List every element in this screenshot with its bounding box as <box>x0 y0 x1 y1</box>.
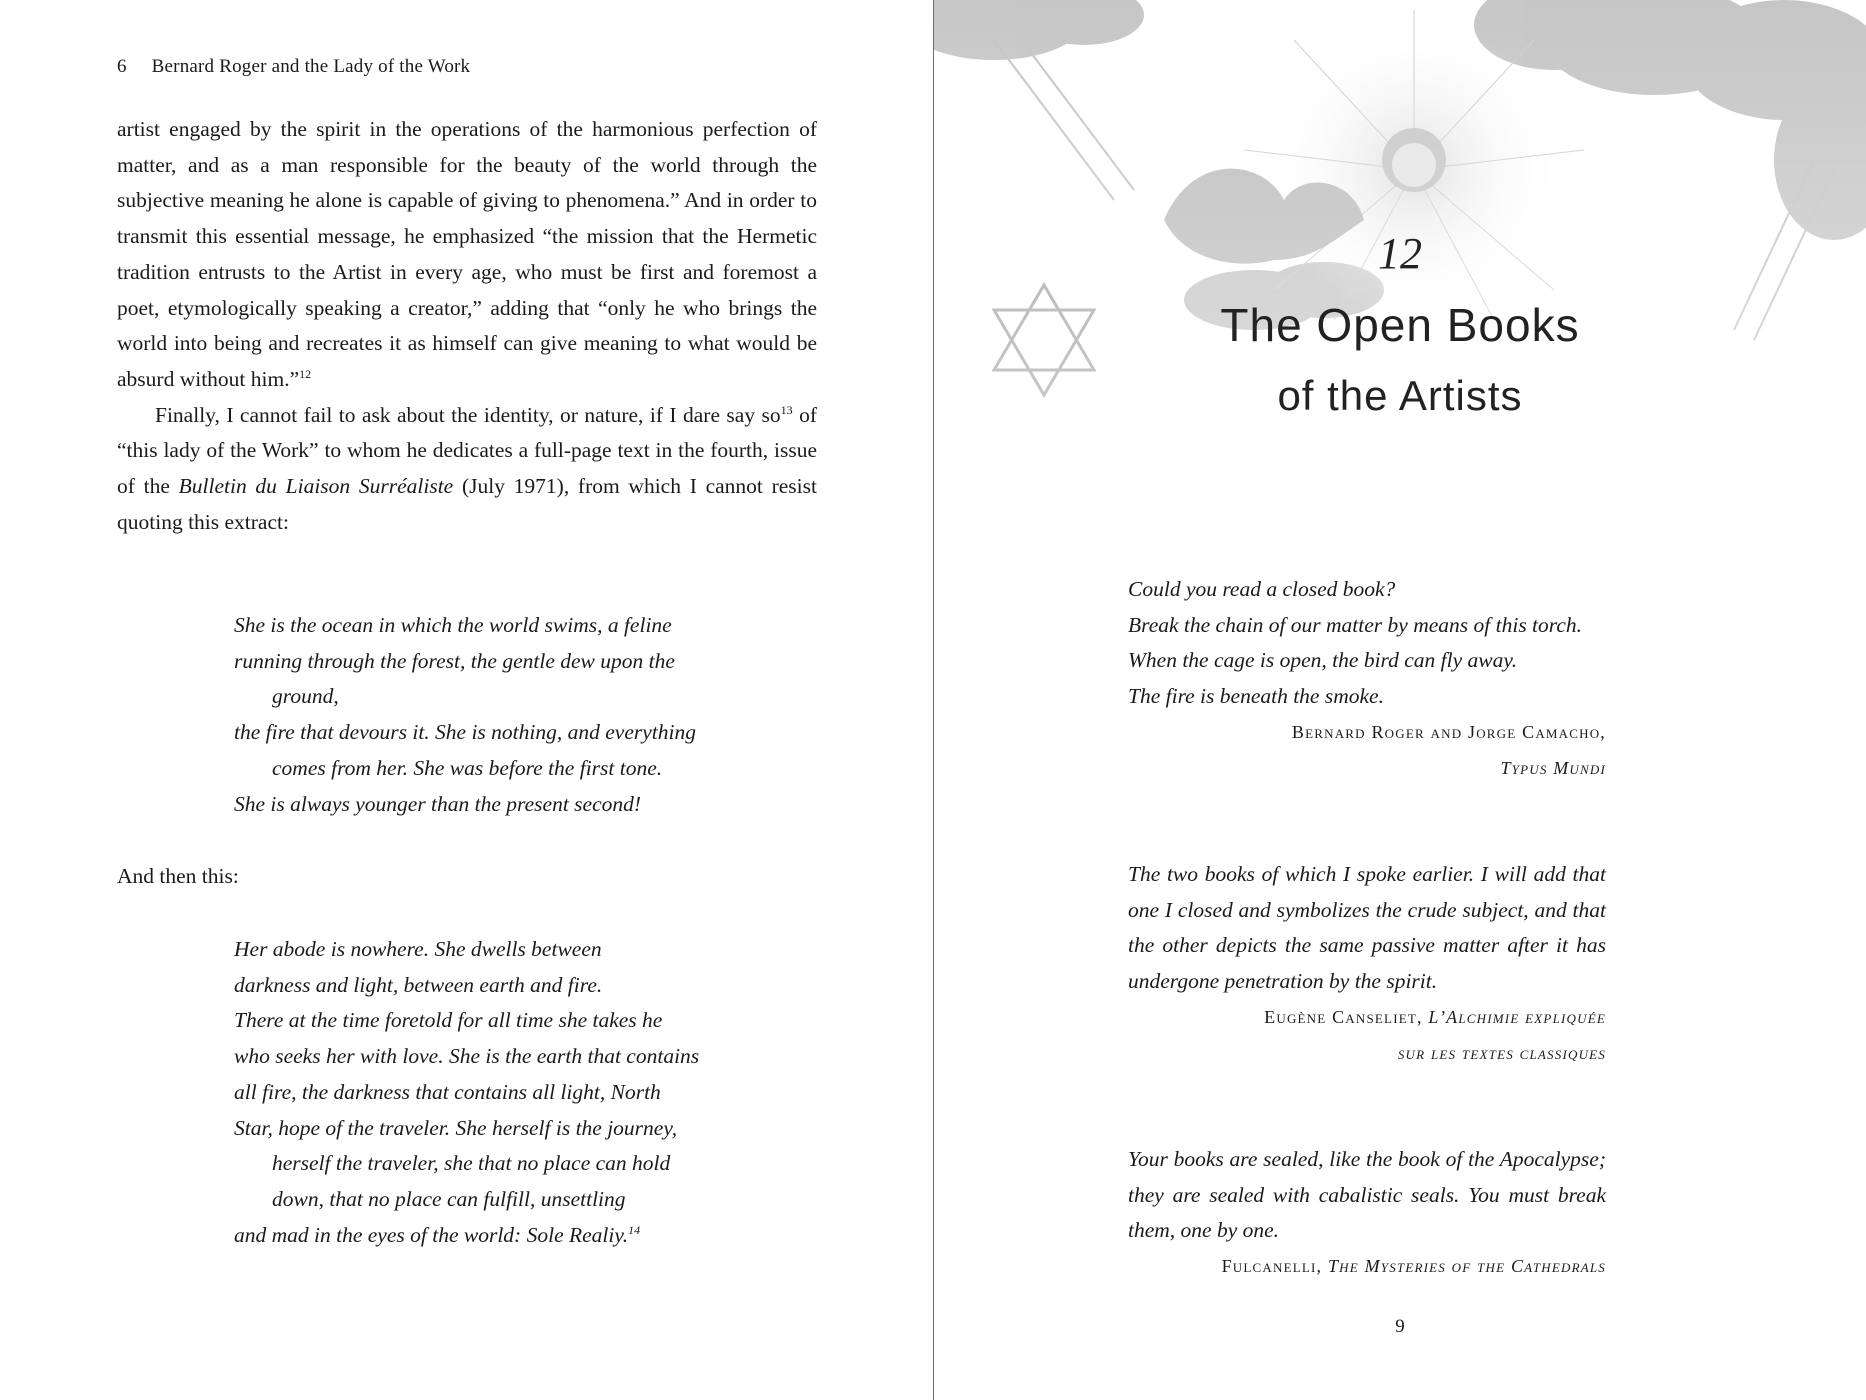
paragraph-2-text-a: Finally, I cannot fail to ask about the identity, or nature, if I dare say so <box>155 402 781 427</box>
paragraph-1-text: artist engaged by the spirit in the operations of the harmonious perfection of matter, and as a man responsible for the beauty of the world through the subjective meaning he alone is capable of giving to phenomena.” And in order to transmit this essential message, he emphasized “the mission that the Hermetic tradition entrusts to the Artist in every age, who must be first and foremost a poet, etymologically speaking a creator,” adding that “only he who brings the world into being and recreates it as himself can give meaning to what would be absurd without him.” <box>117 117 817 391</box>
attribution-3 <box>1222 1249 1606 1285</box>
chapter-title-line-2: of the Artists <box>1277 372 1523 419</box>
verse-line: running through the forest, the gentle dew upon the <box>234 648 675 673</box>
attribution-3-work: The Mysteries of the Cathedrals <box>1327 1256 1606 1276</box>
verse-line: Her abode is nowhere. She dwells between <box>234 937 602 961</box>
chapter-number: 12 <box>1378 229 1422 278</box>
verse-line: comes from her. She was before the first tone. <box>272 755 663 780</box>
bulletin-title: Bulletin du Liaison Surréaliste <box>178 474 454 499</box>
epigraph-line: Could you read a closed book? <box>1128 577 1396 601</box>
footnote-ref-12: 12 <box>299 366 312 381</box>
running-head <box>117 56 470 78</box>
attribution-1-work: Typus Mundi <box>1500 757 1606 778</box>
verse-line: She is always younger than the present second! <box>234 791 642 816</box>
running-head-title: Bernard Roger and the Lady of the Work <box>151 56 471 77</box>
verse-line: all fire, the darkness that contains all light, North <box>234 1079 661 1104</box>
left-folio: 6 <box>117 56 127 77</box>
verse-block-1 <box>234 608 814 822</box>
epigraph-line: Break the chain of our matter by means of this torch. <box>1128 612 1583 637</box>
epigraph-line: When the cage is open, the bird can fly away. <box>1128 648 1518 673</box>
attribution-2 <box>1264 1000 1606 1071</box>
verse-line: herself the traveler, she that no place can hold <box>272 1151 671 1176</box>
verse-line: who seeks her with love. She is the earth that contains <box>234 1044 700 1069</box>
verse-block-2 <box>234 932 814 1253</box>
paragraph-1 <box>117 112 817 398</box>
epigraph-2: The two books of which I spoke earlier. I will add that one I closed and symbolizes the crude subject, and that the other depicts the same passive matter after it has undergone penetration by the spirit. <box>1128 862 1606 994</box>
right-page <box>934 0 1866 1400</box>
paragraph-2-text-b: of “this lady of the Work” to whom he dedicates a full-page text in the fourth, issue of the <box>117 402 817 499</box>
verse-line: She is the ocean in which the world swims, a feline <box>234 613 672 637</box>
verse-line: down, that no place can fulfill, unsettling <box>272 1186 626 1211</box>
right-folio: 9 <box>1395 1316 1405 1337</box>
attribution-1 <box>1292 715 1606 786</box>
verse-line: There at the time foretold for all time she takes he <box>234 1008 663 1033</box>
epigraph-1 <box>1128 572 1606 715</box>
verse-line: darkness and light, between earth and fire. <box>234 972 603 997</box>
footnote-ref-13: 13 <box>780 402 793 417</box>
footnote-ref-14: 14 <box>628 1222 641 1237</box>
attribution-2-work-2: sur les textes classiques <box>1397 1042 1606 1063</box>
chapter-title-line-1: The Open Books <box>1220 299 1580 351</box>
paragraph-2 <box>117 398 817 541</box>
verse-line: the fire that devours it. She is nothing, and everything <box>234 720 696 745</box>
attribution-2-author: Eugène Canseliet, <box>1264 1007 1429 1027</box>
verse-line-last <box>234 1218 814 1254</box>
paragraph-2-text-c: (July 1971), from which I cannot resist quoting this extract: <box>117 474 817 534</box>
body-text <box>117 112 817 540</box>
attribution-3-author: Fulcanelli, <box>1221 1256 1328 1276</box>
and-then-line: And then this: <box>117 864 239 888</box>
epigraph-3: Your books are sealed, like the book of the Apocalypse; they are sealed with cabalistic seals. You must break them, one by one. <box>1128 1147 1606 1243</box>
verse-line: Star, hope of the traveler. She herself is the journey, <box>234 1115 678 1140</box>
verse-line: ground, <box>272 684 339 709</box>
epigraph-line: The fire is beneath the smoke. <box>1128 684 1384 709</box>
attribution-2-line-1 <box>1264 1000 1606 1036</box>
verse-line-text: and mad in the eyes of the world: Sole Realiy. <box>234 1222 629 1247</box>
attribution-2-work-1: L’Alchimie expliquée <box>1428 1007 1606 1027</box>
attribution-1-author: Bernard Roger and Jorge Camacho, <box>1291 722 1606 742</box>
